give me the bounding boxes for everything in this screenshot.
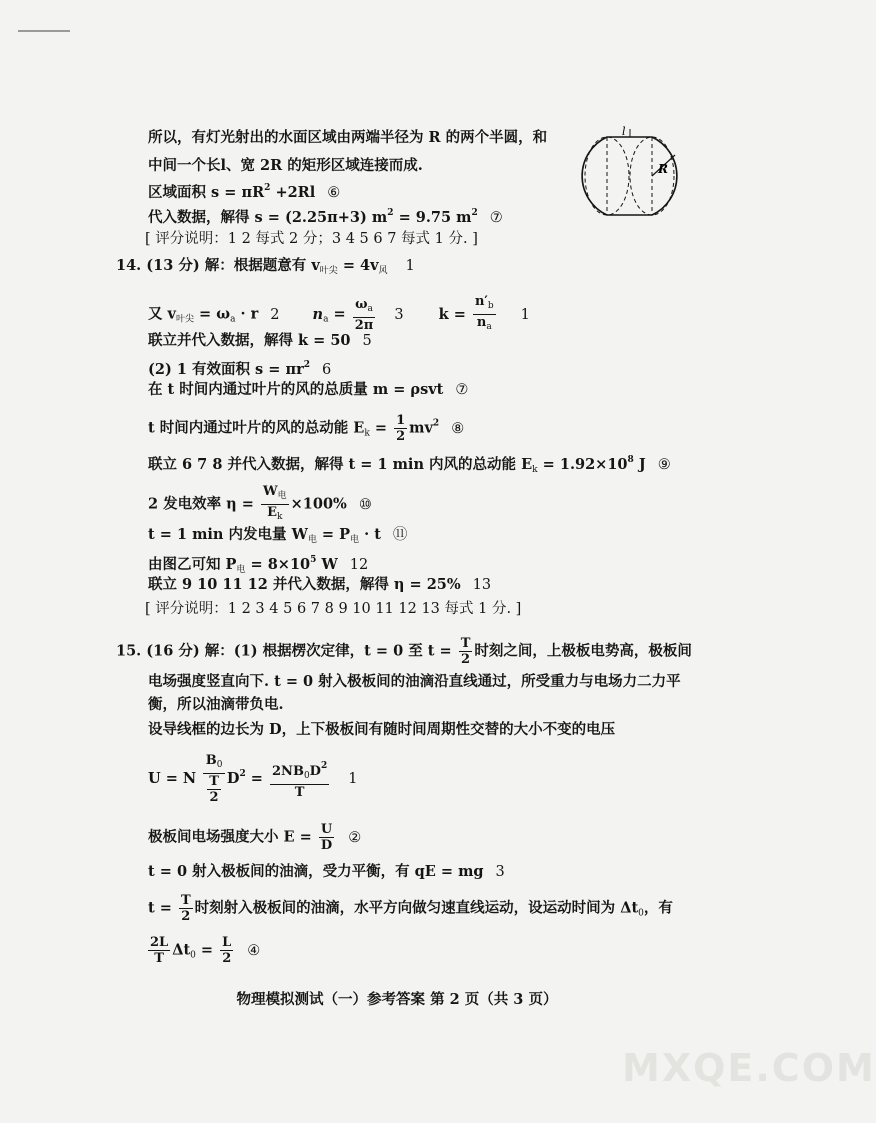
q14-line-10: 由图乙可知 $P_电 = 8\times 10^5$ W 12 xyxy=(148,555,369,575)
figure-label-l: l xyxy=(622,125,626,138)
region-figure xyxy=(572,125,684,225)
q15-time-equation: $\frac{2L}{T}$ $\Delta t_0$ = $\frac{L}{2}$ ④ xyxy=(150,935,261,966)
q13-scoring-note: [ 评分说明：1 2 每式 2 分；3 4 5 6 7 每式 1 分. ] xyxy=(145,231,478,247)
q15-compound-fraction: $\frac{B_0}{\frac{T}{2}}$ xyxy=(203,753,225,805)
watermark-logo: MXQE.COM xyxy=(622,1046,876,1090)
q15-voltage-formula: U = N $\frac{B_0}{\frac{T}{2}}$ $D^2$ = $\frac{2NB_0D^2}{T}$ 1 xyxy=(148,753,358,805)
q14-scoring-note: [ 评分说明：1 2 3 4 5 6 7 8 9 10 11 12 13 每式 1 分. ] xyxy=(145,601,522,617)
q14-line-4: (2) 1 有效面积 $s = \pi r^2$ 6 xyxy=(148,360,332,378)
q14-line-3: 联立并代入数据，解得 k = 50 5 xyxy=(148,332,372,349)
q14-line-7: 联立 6 7 8 并代入数据，解得 t = 1 min 内风的总动能 $E_k = 1.92\times 10^8$ J ⑨ xyxy=(148,455,671,475)
q14-line-9: t = 1 min 内发电量 $W_电 = P_电 \cdot t$ ⑪ xyxy=(148,526,408,545)
q14-line-2: 又 $v_{叶尖} = \omega_a \cdot r$ 2 $n_a$ = $\frac{\omega_a}{2\pi}$ 3 k = $\frac{n'_b}{n_a}$ 1 xyxy=(148,294,530,335)
q13-line-2: 中间一个长l、宽 2R 的矩形区域连接而成. xyxy=(148,157,423,174)
q14-line-5: 在 t 时间内通过叶片的风的总质量 m = ρsvt ⑦ xyxy=(148,381,469,398)
q15-half-period: t = $\frac{T}{2}$ 时刻射入极板间的油滴，水平方向做匀速直线运动，设运动时间为 $\Delta t_0$，有 xyxy=(148,893,673,924)
page-footer: 物理模拟测试（一）参考答案 第 2 页（共 3 页） xyxy=(236,991,558,1008)
q14-fraction-k: $\frac{n'_b}{n_a}$ xyxy=(474,294,494,332)
figure-label-R: R xyxy=(658,162,668,176)
q13-area-result: 代入数据，解得 s = (2.25π+3) $m^2 = 9.75$ $m^2$ ⑦ xyxy=(148,208,503,226)
q14-line-6: t 时间内通过叶片的风的总动能 $E_k$ = $\frac{1}{2}$ $mv^2$ ⑧ xyxy=(148,413,465,444)
q14-heading: 14. (13 分) 解：根据题意有 $v_{叶尖} = 4v_风$ 1 xyxy=(116,257,415,276)
q13-line-1: 所以，有灯光射出的水面区域由两端半径为 R 的两个半圆，和 xyxy=(148,129,548,146)
q14-fraction-na: $\frac{\omega_a}{2\pi}$ xyxy=(354,296,374,333)
q13-area-formula: 区域面积 $s = \pi R^2 +2Rl$ ⑥ xyxy=(148,183,341,201)
q14-line-11: 联立 9 10 11 12 并代入数据，解得 η = 25% 13 xyxy=(148,576,492,593)
q15-heading: 15. (16 分) 解：(1) 根据楞次定律，t = 0 至 t = $\frac{T}{2}$ 时刻之间，上极板电势高，极板间 xyxy=(116,636,692,667)
q14-line-8: 2 发电效率 η = $\frac{W_电}{E_k}$ ×100% ⑩ xyxy=(148,484,372,522)
q15-field-strength: 极板间电场强度大小 E = $\frac{U}{D}$ ② xyxy=(148,822,362,853)
q15-line-3: 衡，所以油滴带负电. xyxy=(148,696,284,713)
q15-line-4: 设导线框的边长为 D，上下极板间有随时间周期性交替的大小不变的电压 xyxy=(148,721,616,738)
q15-balance: t = 0 射入极板间的油滴，受力平衡，有 qE = mg 3 xyxy=(148,863,505,880)
q15-line-2: 电场强度竖直向下. t = 0 射入极板间的油滴沿直线通过，所受重力与电场力二力平 xyxy=(148,673,681,690)
top-rule xyxy=(18,30,70,32)
